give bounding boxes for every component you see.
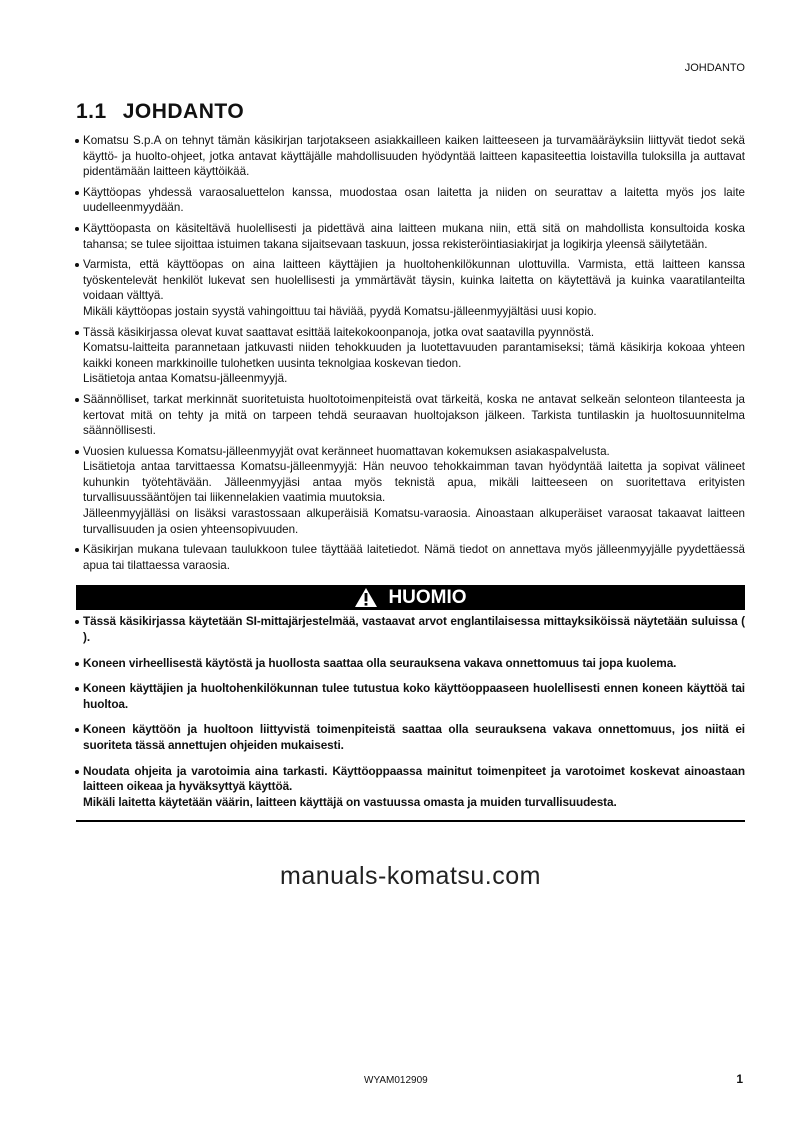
- notice-banner: [76, 585, 745, 610]
- bullet-icon: [75, 331, 79, 335]
- notice-item: [83, 764, 745, 811]
- paragraph-text: Vuosien kuluessa Komatsu-jälleenmyyjät ovat keränneet huomattavan kokemuksen asiakaspalvelusta.: [83, 444, 610, 458]
- list-item: [83, 325, 745, 387]
- list-item: [83, 392, 745, 439]
- list-item: [83, 133, 745, 180]
- paragraph-text: Komatsu S.p.A on tehnyt tämän käsikirjan tarjotakseen asiakkailleen kaiken laitteeseen ja turvamääräyksiin liittyvät tiedot sekä käyttö- ja huolto-ohjeet, jotka antavat käyttäjälle mahdollisuuden hyödyntää laitteen kapasiteettia loistavilla tuloksilla ja auttavat pidentämään laitteen käyttöikää.: [83, 134, 745, 179]
- paragraph-text: Jälleenmyyjälläsi on lisäksi varastossaan alkuperäisiä Komatsu-varaosia. Ainoastaan alkuperäiset varaosat takaavat laitteen turvallisuuden ja osien yhteensopivuuden.: [83, 507, 745, 536]
- page-number: 1: [736, 1072, 743, 1086]
- bullet-icon: [75, 620, 79, 624]
- notice-item: [83, 722, 745, 753]
- paragraph-text: Noudata ohjeita ja varotoimia aina tarkasti. Käyttöoppaassa mainitut toimenpiteet ja varotoimet koskevat ainoastaan laitteen oikeaa ja hyväksyttyä käyttöä.: [83, 763, 745, 794]
- warning-triangle-icon: [354, 587, 378, 608]
- paragraph-text: Mikäli laitetta käytetään väärin, laitteen käyttäjä on vastuussa omasta ja muiden turvallisuudesta.: [83, 794, 617, 809]
- notice-title: HUOMIO: [388, 586, 467, 608]
- notice-item: [83, 656, 745, 672]
- notice-item: [83, 614, 745, 645]
- list-item: [83, 257, 745, 319]
- bullet-icon: [75, 139, 79, 143]
- bullet-icon: [75, 450, 79, 454]
- bullet-icon: [75, 263, 79, 267]
- bullet-icon: [75, 548, 79, 552]
- watermark: manuals-komatsu.com: [280, 862, 541, 891]
- bullet-icon: [75, 687, 79, 691]
- document-code: WYAM012909: [364, 1075, 428, 1086]
- paragraph-text: Tässä käsikirjassa olevat kuvat saattavat esittää laitekokoonpanoja, jotka ovat saatavilla pyynnöstä.: [83, 325, 595, 339]
- notice-bottom-rule: [76, 820, 745, 822]
- notice-item: [83, 681, 745, 712]
- bullet-icon: [75, 227, 79, 231]
- paragraph-text: Varmista, että käyttöopas on aina laitteen käyttäjien ja huoltohenkilökunnan ulottuvilla. Varmista, että laitteen kanssa työskentelevät henkilöt lukevat sen huolellisesti ja ymmärtävät täysin, kuinka laitetta on käytettävä ja kuinka vaaratilanteilta voidaan välttyä.: [83, 258, 745, 303]
- paragraph-text: Lisätietoja antaa tarvittaessa Komatsu-jälleenmyyjä: Hän neuvoo tehokkaimman tavan hyödyntää laitetta ja sopivat välineet kuhunkin työtehtävään. Jälleenmyyjäsi antaa myös teknistä apua, mikäli laitteeseen on suoritettava erityisten turvallisuussääntöjen tai liikennelakien vaatimia muutoksia.: [83, 460, 745, 505]
- section-heading: JOHDANTO: [122, 100, 245, 123]
- running-header: JOHDANTO: [684, 62, 745, 74]
- bullet-icon: [75, 770, 79, 774]
- bullet-icon: [75, 662, 79, 666]
- paragraph-text: Komatsu-laitteita parannetaan jatkuvasti niiden tehokkuuden ja luotettavuuden parantamiseksi; tämä käsikirja kokoaa yhteen kaikki koneen markkinoille tulohetken uusinta teknolgiaa koskevan tiedon.: [83, 341, 745, 370]
- list-item: [83, 185, 745, 216]
- paragraph-text: Lisätietoja antaa Komatsu-jälleenmyyjä.: [83, 372, 288, 386]
- paragraph-text: Käyttöopasta on käsiteltävä huolellisesti ja pidettävä aina laitteen mukana niin, että sitä on mahdollista konsultoida koska tahansa; se tulee sijoittaa istuimen takana sijaitsevaan taskuun, jossa rekisteröintiasiakirjat ja logikirja yleensä säilytetään.: [83, 221, 745, 251]
- paragraph-text: Koneen virheellisestä käytöstä ja huollosta saattaa olla seurauksena vakava onnettomuus tai jopa kuolema.: [83, 655, 677, 670]
- section-number: 1.1: [76, 100, 107, 123]
- paragraph-text: Käyttöopas yhdessä varaosaluettelon kanssa, muodostaa osan laitetta ja niiden on seurattav a laitetta myös jos laite uudelleenmyydään.: [83, 185, 745, 215]
- bullet-icon: [75, 191, 79, 195]
- notice-list: [76, 614, 745, 810]
- list-item: [83, 221, 745, 252]
- paragraph-text: Tässä käsikirjassa käytetään SI-mittajärjestelmää, vastaavat arvot englantilaisessa mittayksiköissä näytetään suluissa ( ).: [83, 614, 745, 645]
- list-item: [83, 542, 745, 573]
- list-item: [83, 444, 745, 538]
- paragraph-text: Säännölliset, tarkat merkinnät suoritetuista huoltotoimenpiteistä ovat tärkeitä, koska ne antavat selkeän selonteon tilanteesta ja kertovat mitä on tehty ja mitä on tarpeen tehdä seuraavan huoltojakson jälkeen. Tarkista tuntilaskin ja huoltosuunnitelma säännöllisesti.: [83, 392, 745, 438]
- paragraph-text: Mikäli käyttöopas jostain syystä vahingoittuu tai häviää, pyydä Komatsu-jälleenmyyjältäsi uusi kopio.: [83, 304, 597, 318]
- intro-list: [76, 133, 745, 573]
- paragraph-text: Käsikirjan mukana tulevaan taulukkoon tulee täyttäää laitetiedot. Nämä tiedot on annettava myös jälleenmyyjälle pyydettäessä apua tai tilattaessa varaosia.: [83, 543, 745, 572]
- paragraph-text: Koneen käyttäjien ja huoltohenkilökunnan tulee tutustua koko käyttöoppaaseen huolellisesti ennen koneen käyttöä tai huoltoa.: [83, 681, 745, 711]
- paragraph-text: Koneen käyttöön ja huoltoon liittyvistä toimenpiteistä saattaa olla seurauksena vakava onnettomuus, jos niitä ei suoriteta tässä annettujen ohjeiden mukaisesti.: [83, 722, 745, 752]
- bullet-icon: [75, 398, 79, 402]
- bullet-icon: [75, 728, 79, 732]
- content-flow: [76, 133, 745, 891]
- section-title: [76, 100, 244, 124]
